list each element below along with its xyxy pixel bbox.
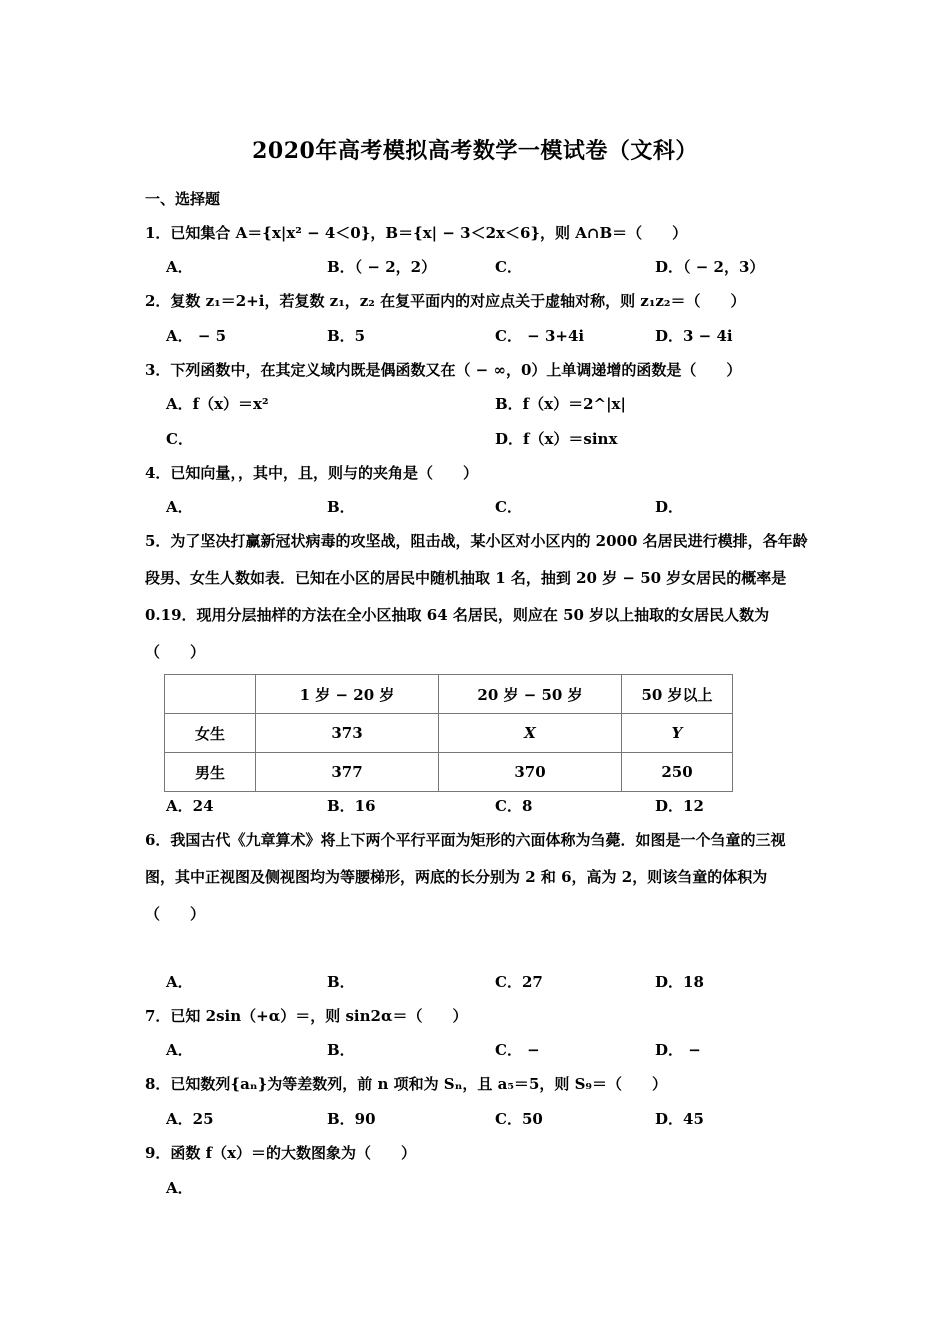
question-8-option-b: B．90	[327, 1110, 376, 1128]
question-7-option-b: B．	[327, 1041, 355, 1059]
question-6-option-d: D．18	[655, 973, 704, 991]
question-2-option-a: A． − 5	[166, 327, 227, 345]
question-3-stem: 3．下列函数中，在其定义域内既是偶函数又在（ − ∞，0）上单调递增的函数是（ ）	[145, 361, 742, 379]
question-1-option-c: C．	[495, 258, 522, 276]
question-1-option-a: A．	[166, 258, 193, 276]
question-5-option-b: B．16	[327, 797, 376, 815]
section-heading: 一、选择题	[145, 190, 221, 208]
question-3-option-b: B．f（x）＝2^|x|	[495, 395, 626, 413]
question-6-option-c: C．27	[495, 973, 543, 991]
question-7-option-a: A．	[166, 1041, 193, 1059]
table-cell: 370	[439, 753, 622, 792]
question-8-stem: 8．已知数列{aₙ}为等差数列，前 n 项和为 Sₙ，且 a₅＝5，则 S₉＝（ ）	[145, 1075, 667, 1093]
table-header-cell: 50 岁以上	[622, 675, 733, 714]
question-5-option-d: D．12	[655, 797, 704, 815]
table-cell: X	[439, 714, 622, 753]
age-gender-table	[164, 674, 733, 792]
question-8-option-d: D．45	[655, 1110, 704, 1128]
table-cell: 250	[622, 753, 733, 792]
question-9-stem: 9．函数 f（x）＝的大数图象为（ ）	[145, 1144, 417, 1162]
question-4-option-c: C．	[495, 498, 522, 516]
question-6-option-a: A．	[166, 973, 193, 991]
question-8-option-c: C．50	[495, 1110, 543, 1128]
question-5-option-a: A．24	[166, 797, 214, 815]
question-2-option-d: D．3 − 4i	[655, 327, 733, 345]
table-header-cell: 20 岁 − 50 岁	[439, 675, 622, 714]
question-1-option-d: D．（ − 2，3）	[655, 258, 765, 276]
question-2-stem: 2．复数 z₁＝2+i，若复数 z₁，z₂ 在复平面内的对应点关于虚轴对称，则 z₁z₂＝（ ）	[145, 292, 746, 310]
question-7-stem: 7．已知 2sin（+α）＝，则 sin2α＝（ ）	[145, 1007, 468, 1025]
question-2-option-b: B．5	[327, 327, 366, 345]
table-cell: 377	[256, 753, 439, 792]
table-header-cell: 1 岁 − 20 岁	[256, 675, 439, 714]
table-header-row	[165, 675, 733, 714]
question-9-option-a: A．	[166, 1179, 193, 1197]
question-4-stem: 4．已知向量，，其中，且，则与的夹角是（ ）	[145, 464, 478, 482]
question-6-option-b: B．	[327, 973, 355, 991]
table-cell: 男生	[165, 753, 256, 792]
question-3-option-c: C．	[166, 430, 193, 448]
question-2-option-c: C． − 3+4i	[495, 327, 585, 345]
table-row	[165, 753, 733, 792]
question-4-option-a: A．	[166, 498, 193, 516]
table-cell: 373	[256, 714, 439, 753]
page-title: 2020年高考模拟高考数学一模试卷（文科）	[252, 138, 698, 164]
question-3-option-a: A．f（x）＝x²	[166, 395, 269, 413]
question-7-option-c: C． −	[495, 1041, 540, 1059]
table-header-cell	[165, 675, 256, 714]
question-1-stem: 1．已知集合 A＝{x|x² − 4＜0}，B＝{x| − 3＜2x＜6}，则 A∩B＝（ ）	[145, 224, 688, 242]
question-8-option-a: A．25	[166, 1110, 214, 1128]
table-row	[165, 714, 733, 753]
question-5-stem: 5．为了坚决打赢新冠状病毒的攻坚战，阻击战，某小区对小区内的 2000 名居民进行模排，各年龄段男、女生人数如表．已知在小区的居民中随机抽取 1 名，抽到 20 岁 − 50 岁女居民的概率是 0.19．现用分层抽样的方法在全小区抽取 64 名居民，则应在 50 岁以上抽取的女居民人数为（ ）	[145, 532, 808, 661]
table-cell: Y	[622, 714, 733, 753]
question-7-option-d: D． −	[655, 1041, 701, 1059]
question-1-option-b: B．（ − 2，2）	[327, 258, 437, 276]
table-cell: 女生	[165, 714, 256, 753]
question-4-option-b: B．	[327, 498, 355, 516]
question-4-option-d: D．	[655, 498, 684, 516]
question-3-option-d: D．f（x）＝sinx	[495, 430, 618, 448]
question-5-option-c: C．8	[495, 797, 533, 815]
question-6-stem: 6．我国古代《九章算术》将上下两个平行平面为矩形的六面体称为刍薨．如图是一个刍童的三视图，其中正视图及侧视图均为等腰梯形，两底的长分别为 2 和 6，高为 2，则该刍童的体积为（ ）	[145, 831, 786, 923]
